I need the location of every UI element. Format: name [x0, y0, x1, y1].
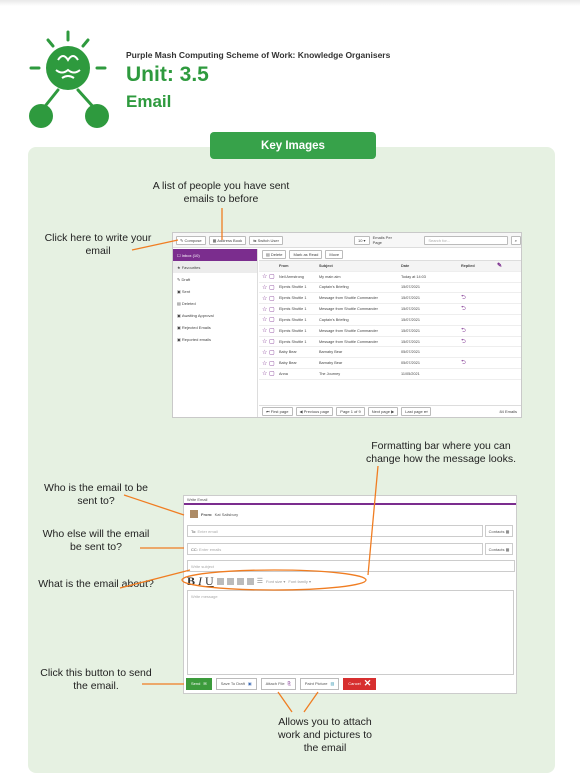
- folder-awaiting[interactable]: ▣ Awaiting Approval: [177, 312, 214, 318]
- justify-icon[interactable]: [247, 578, 254, 585]
- align-right-icon[interactable]: [237, 578, 244, 585]
- move-button[interactable]: Move: [325, 250, 343, 259]
- unit-title: Unit: 3.5: [126, 63, 209, 86]
- callout-write: Click here to write your email: [44, 232, 152, 258]
- mark-read-button[interactable]: Mark as Read: [289, 250, 322, 259]
- compose-title: Write Email: [184, 496, 516, 505]
- folder-sent[interactable]: ▣ Sent: [177, 288, 191, 294]
- from-row: From: Kat Salisbury: [187, 508, 515, 520]
- star-icon[interactable]: ☆ ▢: [262, 371, 275, 378]
- switch-user-button[interactable]: ⇆ Switch User: [249, 236, 283, 245]
- delete-button[interactable]: ▤ Delete: [262, 250, 286, 259]
- callout-to: Who is the email to be sent to?: [44, 482, 148, 508]
- folder-deleted[interactable]: ▤ Deleted: [177, 300, 196, 306]
- table-row[interactable]: ☆ ▢ Neil Armstrong My main aim Today at 14:03: [259, 272, 521, 283]
- table-row[interactable]: ☆ ▢ Elpmis Shuttle 1 Captain's Briefing 15/07/2021: [259, 283, 521, 294]
- table-row[interactable]: ☆ ▢ Elpmis Shuttle 1 Captain's Briefing 15/07/2021: [259, 315, 521, 326]
- save-icon: ▣: [247, 681, 252, 686]
- brain-logo-icon: [28, 30, 120, 130]
- send-button[interactable]: Send ✉: [186, 678, 212, 690]
- replied-icon: ⮌: [461, 327, 466, 334]
- align-center-icon[interactable]: [227, 578, 234, 585]
- callout-subject: What is the email about?: [38, 578, 154, 590]
- first-page-button[interactable]: ⏮ First page: [262, 407, 293, 416]
- bold-button[interactable]: B: [187, 573, 196, 588]
- address-book-button[interactable]: ▦ Address Book: [209, 236, 247, 245]
- paint-picture-button[interactable]: Paint Picture ▨: [300, 678, 339, 690]
- replied-icon: ⮌: [461, 338, 466, 345]
- compose-button[interactable]: ✎ Compose: [176, 236, 206, 245]
- folder-reported[interactable]: ▣ Reported emails: [177, 336, 212, 342]
- replied-icon: ⮌: [461, 295, 466, 302]
- top-shadow: [0, 0, 580, 6]
- folder-sidebar: [173, 249, 258, 417]
- star-icon[interactable]: ☆ ▢: [262, 349, 275, 356]
- folder-favourites[interactable]: ★ Favourites: [173, 261, 257, 273]
- folder-inbox[interactable]: ☐ Inbox (10): [173, 249, 257, 261]
- page-indicator: Page 1 of 9: [336, 407, 364, 416]
- compose-screenshot: [183, 495, 517, 694]
- list-icon[interactable]: ☰: [256, 577, 263, 585]
- table-row[interactable]: ☆ ▢ Elpmis Shuttle 1 Message from Shuttle Commander 15/07/2021 ⮌: [259, 293, 521, 304]
- subject-field[interactable]: Write subject: [187, 560, 515, 572]
- callout-cc: Who else will the email be sent to?: [42, 528, 150, 554]
- list-header: From Subject Date Replied ✎: [259, 261, 521, 272]
- replied-icon: ⮌: [461, 306, 466, 313]
- star-icon[interactable]: ☆ ▢: [262, 284, 275, 291]
- font-family-select[interactable]: Font family ▾: [288, 578, 312, 584]
- to-contacts-button[interactable]: Contacts ▦: [485, 525, 513, 537]
- mail-client-screenshot: [172, 232, 522, 418]
- send-icon: ✉: [203, 681, 207, 686]
- table-row[interactable]: ☆ ▢ Baby Bear Barnaby Bear 05/07/2021 ⮌: [259, 358, 521, 369]
- callout-people: A list of people you have sent emails to before: [152, 180, 290, 206]
- to-field[interactable]: To: Enter email: [187, 525, 483, 537]
- italic-button[interactable]: I: [198, 573, 203, 588]
- topic-title: Email: [126, 92, 172, 111]
- pager: [259, 405, 521, 417]
- align-left-icon[interactable]: [217, 578, 224, 585]
- search-icon[interactable]: ⌕: [511, 236, 521, 245]
- email-list: [259, 249, 521, 417]
- save-draft-button[interactable]: Save To Draft ▣: [216, 678, 257, 690]
- callout-send: Click this button to send the email.: [40, 667, 152, 693]
- table-row[interactable]: ☆ ▢ Elpmis Shuttle 1 Message from Shuttle Commander 15/07/2021 ⮌: [259, 337, 521, 348]
- next-page-button[interactable]: Next page ▶: [368, 407, 398, 416]
- folder-draft[interactable]: ✎ Draft: [177, 276, 191, 282]
- close-icon: ✕: [363, 678, 372, 688]
- cancel-button[interactable]: Cancel ✕: [343, 678, 376, 690]
- list-tools: [259, 249, 521, 261]
- avatar: [190, 510, 198, 518]
- callout-attach: Allows you to attach work and pictures to the email: [278, 716, 372, 755]
- star-icon[interactable]: ☆ ▢: [262, 328, 275, 335]
- paint-icon: ▨: [330, 681, 335, 686]
- star-icon[interactable]: ☆ ▢: [262, 306, 275, 313]
- table-row[interactable]: ☆ ▢ Baby Bear Barnaby Bear 05/07/2021: [259, 347, 521, 358]
- per-page-select[interactable]: 10 ▾: [354, 236, 370, 245]
- formatting-bar: [187, 574, 357, 588]
- scheme-subtitle: Purple Mash Computing Scheme of Work: Knowledge Organisers: [126, 50, 391, 60]
- table-row[interactable]: ☆ ▢ Anna The Journey 11/05/2021: [259, 369, 521, 380]
- per-page-label: Emails Per Page: [372, 235, 392, 245]
- search-input[interactable]: Search for...: [424, 236, 507, 245]
- replied-icon: ⮌: [461, 360, 466, 367]
- compose-actions: [186, 677, 376, 690]
- cc-contacts-button[interactable]: Contacts ▦: [485, 543, 513, 555]
- star-icon[interactable]: ☆ ▢: [262, 295, 275, 302]
- key-images-tab: Key Images: [210, 132, 376, 159]
- cc-field[interactable]: CC: Enter emails: [187, 543, 483, 555]
- font-size-select[interactable]: Font size ▾: [265, 578, 286, 584]
- table-row[interactable]: ☆ ▢ Elpmis Shuttle 1 Message from Shuttle Commander 15/07/2021 ⮌: [259, 304, 521, 315]
- attach-icon: ⎘: [287, 681, 291, 686]
- star-icon[interactable]: ☆ ▢: [262, 317, 275, 324]
- message-body[interactable]: Write message: [187, 590, 514, 675]
- total-emails: 84 Emails: [499, 409, 517, 414]
- table-row[interactable]: ☆ ▢ Elpmis Shuttle 1 Message from Shuttle Commander 15/07/2021 ⮌: [259, 326, 521, 337]
- star-icon[interactable]: ☆ ▢: [262, 339, 275, 346]
- previous-page-button[interactable]: ◀ Previous page: [296, 407, 334, 416]
- callout-formatting: Formatting bar where you can change how the message looks.: [365, 440, 516, 466]
- star-icon[interactable]: ☆ ▢: [262, 360, 275, 367]
- underline-button[interactable]: U: [205, 573, 214, 588]
- last-page-button[interactable]: Last page ⏭: [401, 407, 431, 416]
- mail-toolbar: [173, 233, 521, 248]
- star-icon[interactable]: ☆ ▢: [262, 274, 275, 281]
- attach-file-button[interactable]: Attach File ⎘: [261, 678, 296, 690]
- folder-rejected[interactable]: ▣ Rejected Emails: [177, 324, 211, 330]
